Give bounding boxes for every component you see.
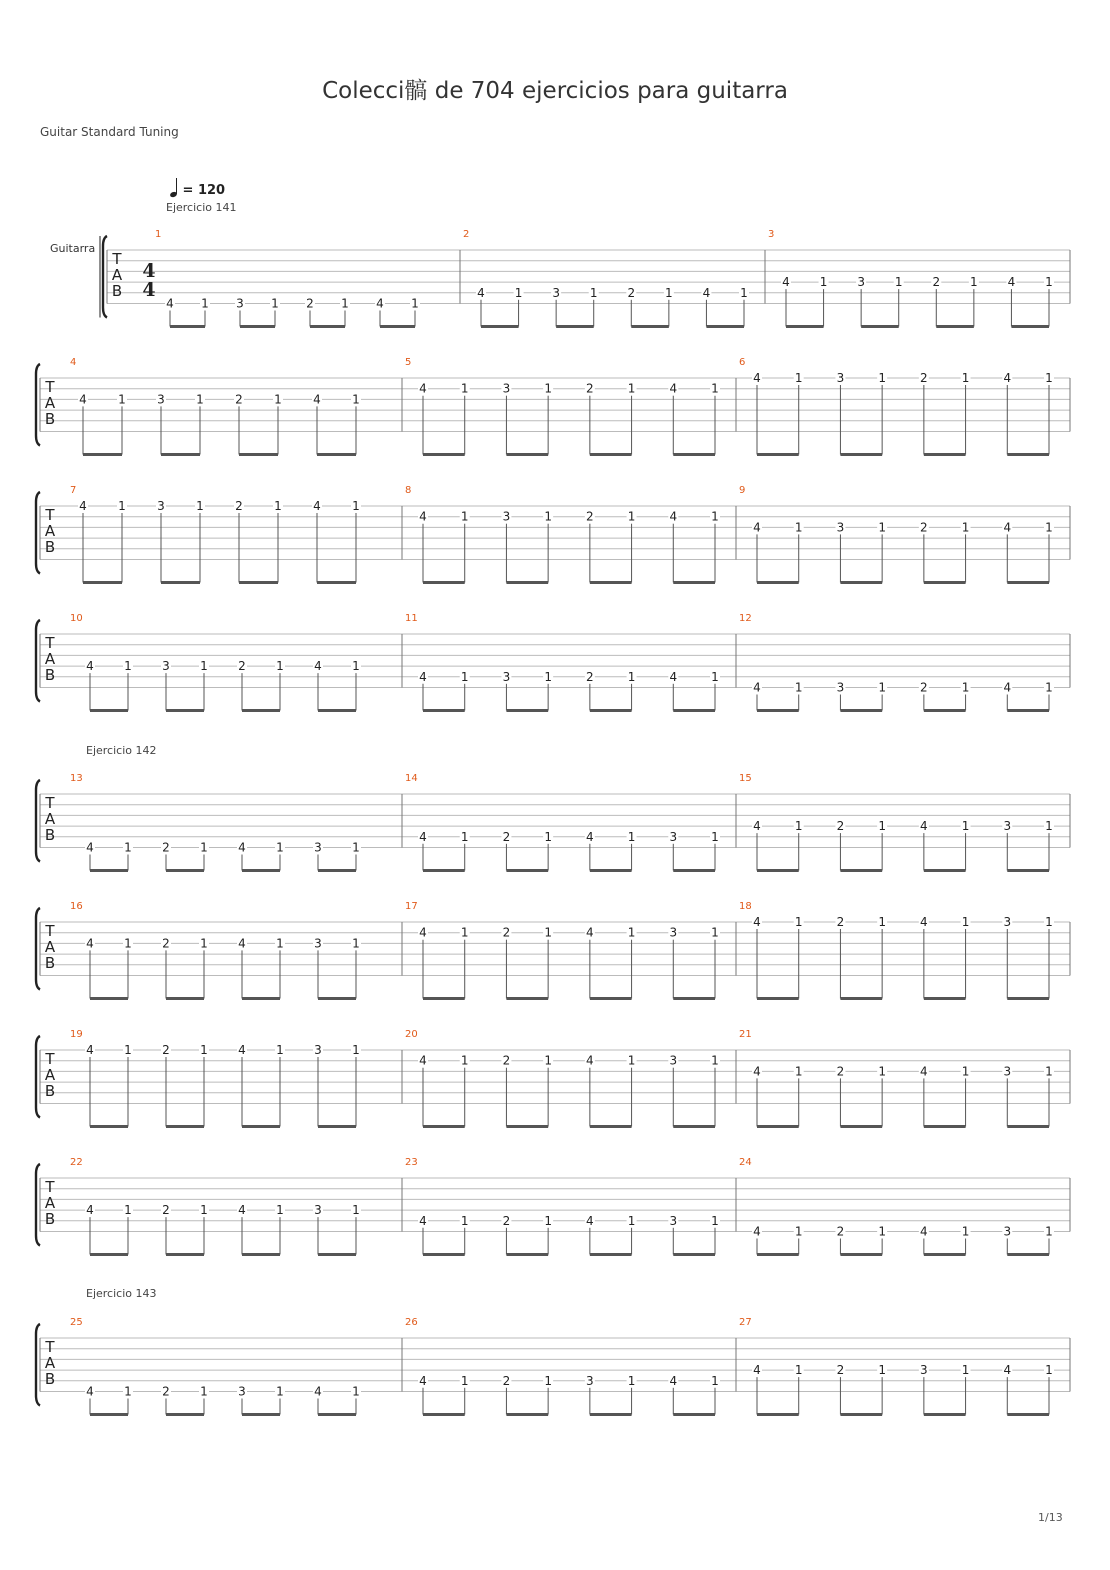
fret-number: 1	[961, 680, 970, 695]
fret-number: 4	[419, 1213, 427, 1228]
fret-number: 4	[753, 1224, 761, 1239]
fret-number: 1	[276, 1203, 284, 1218]
measure-number: 8	[405, 485, 412, 496]
staff-bracket	[36, 1164, 40, 1246]
fret-number: 1	[118, 499, 126, 513]
fret-number: 1	[200, 659, 208, 674]
fret-number: 1	[544, 509, 552, 524]
fret-number: 1	[276, 936, 284, 951]
staff-bracket	[36, 908, 40, 990]
fret-number: 2	[162, 936, 170, 951]
staff-system	[36, 492, 1070, 574]
section-label-142: Ejercicio 142	[86, 744, 157, 757]
fret-number: 1	[124, 1203, 132, 1218]
staff-system	[36, 1324, 1070, 1406]
fret-number: 1	[878, 1363, 886, 1378]
fret-number: 1	[352, 392, 360, 407]
fret-number: 1	[196, 392, 204, 407]
fret-number: 1	[460, 669, 469, 684]
fret-number: 1	[352, 936, 360, 951]
fret-number: 1	[352, 499, 360, 513]
fret-number: 4	[1003, 1363, 1012, 1378]
fret-number: 1	[894, 275, 903, 290]
fret-number: 1	[878, 371, 886, 385]
fret-number: 1	[341, 296, 349, 311]
fret-number: 4	[313, 499, 321, 513]
fret-number: 1	[961, 1224, 970, 1239]
fret-number: 4	[920, 1064, 928, 1079]
fret-number: 4	[753, 520, 761, 535]
tuning-label: Guitar Standard Tuning	[40, 125, 179, 139]
fret-number: 1	[124, 936, 132, 951]
staff-bracket	[36, 780, 40, 862]
fret-number: 1	[200, 840, 208, 855]
staff-system	[36, 1164, 1070, 1246]
section-label-141: Ejercicio 141	[166, 201, 237, 214]
fret-number: 1	[878, 1224, 886, 1239]
fret-number: 1	[1045, 1224, 1053, 1239]
fret-number: 4	[86, 1203, 94, 1218]
fret-number: 1	[627, 829, 636, 844]
fret-number: 1	[118, 392, 126, 407]
fret-number: 1	[1045, 1363, 1053, 1378]
tab-letter-b: B	[44, 666, 56, 684]
fret-number: 3	[314, 936, 322, 951]
fret-number: 3	[236, 296, 244, 311]
fret-number: 4	[782, 275, 790, 290]
fret-number: 1	[1045, 819, 1053, 834]
fret-number: 4	[586, 925, 594, 940]
staff-bracket	[103, 236, 107, 318]
tab-letter-t: T	[112, 250, 122, 268]
fret-number: 2	[586, 669, 594, 684]
tab-letter-b: B	[44, 1082, 56, 1100]
fret-number: 4	[753, 915, 761, 929]
tab-letter-b: B	[44, 538, 56, 556]
fret-number: 2	[235, 392, 243, 407]
fret-number: 1	[276, 840, 284, 855]
fret-number: 3	[669, 1213, 678, 1228]
fret-number: 4	[86, 1043, 94, 1057]
fret-number: 4	[1007, 275, 1016, 290]
fret-number: 4	[86, 936, 94, 951]
measure-number: 24	[739, 1157, 752, 1168]
fret-number: 1	[514, 285, 523, 300]
fret-number: 1	[627, 925, 636, 940]
measure-number: 7	[70, 485, 77, 496]
fret-number: 4	[166, 296, 174, 311]
tab-letter-b: B	[111, 282, 123, 300]
fret-number: 1	[124, 659, 132, 674]
fret-number: 3	[669, 1053, 678, 1068]
fret-number: 1	[589, 285, 598, 300]
fret-number: 1	[627, 509, 636, 524]
fret-number: 1	[627, 1213, 636, 1228]
fret-number: 3	[314, 840, 322, 855]
fret-number: 3	[836, 680, 845, 695]
fret-number: 1	[460, 1213, 469, 1228]
fret-number: 2	[306, 296, 314, 311]
fret-number: 4	[669, 381, 678, 396]
fret-number: 4	[238, 1043, 246, 1057]
tab-letter-a: A	[44, 938, 56, 956]
measure-number: 26	[405, 1317, 418, 1328]
fret-number: 1	[276, 1384, 284, 1399]
fret-number: 3	[1003, 819, 1012, 834]
fret-number: 2	[627, 285, 636, 300]
staff-bracket	[36, 1036, 40, 1118]
fret-number: 4	[753, 680, 761, 695]
fret-number: 2	[836, 1064, 845, 1079]
instrument-name: Guitarra	[50, 242, 96, 255]
tab-letter-a: A	[44, 1354, 56, 1372]
fret-number: 1	[794, 819, 803, 834]
staff-system	[100, 236, 1070, 318]
fret-number: 1	[544, 1213, 552, 1228]
fret-number: 1	[411, 296, 419, 311]
fret-number: 2	[920, 680, 928, 695]
measure-number: 17	[405, 901, 418, 912]
fret-number: 1	[352, 1203, 360, 1218]
fret-number: 2	[586, 381, 594, 396]
time-signature-top: 4	[142, 260, 156, 282]
fret-number: 1	[961, 371, 970, 385]
fret-number: 1	[196, 499, 204, 513]
fret-number: 3	[836, 371, 845, 385]
fret-number: 1	[460, 829, 469, 844]
fret-number: 1	[711, 1053, 719, 1068]
staff-bracket	[36, 620, 40, 702]
fret-number: 2	[162, 840, 170, 855]
measure-number: 18	[739, 901, 752, 912]
tab-letter-b: B	[44, 954, 56, 972]
measure-number: 20	[405, 1029, 418, 1040]
fret-number: 4	[753, 1363, 761, 1378]
fret-number: 1	[352, 1043, 360, 1057]
measure-number: 6	[739, 357, 746, 368]
fret-number: 3	[1003, 1224, 1012, 1239]
fret-number: 1	[794, 680, 803, 695]
fret-number: 1	[711, 829, 719, 844]
fret-number: 1	[544, 669, 552, 684]
fret-number: 1	[352, 840, 360, 855]
tab-letter-t: T	[45, 634, 55, 652]
fret-number: 4	[314, 1384, 322, 1399]
fret-number: 4	[313, 392, 321, 407]
fret-number: 4	[419, 669, 427, 684]
fret-number: 2	[162, 1384, 170, 1399]
measure-number: 10	[70, 613, 83, 624]
fret-number: 1	[961, 819, 970, 834]
fret-number: 3	[1003, 1064, 1012, 1079]
fret-number: 4	[238, 840, 246, 855]
fret-number: 1	[200, 1043, 208, 1057]
fret-number: 2	[920, 371, 928, 385]
fret-number: 1	[124, 1384, 132, 1399]
measure-number: 12	[739, 613, 752, 624]
fret-number: 4	[753, 819, 761, 834]
fret-number: 1	[200, 1384, 208, 1399]
fret-number: 1	[544, 381, 552, 396]
fret-number: 1	[1045, 371, 1053, 385]
fret-number: 4	[702, 285, 711, 300]
tab-letter-a: A	[111, 266, 123, 284]
fret-number: 3	[162, 659, 170, 674]
fret-number: 4	[920, 819, 928, 834]
fret-number: 1	[961, 1064, 970, 1079]
fret-number: 4	[586, 1053, 594, 1068]
tab-letter-a: A	[44, 394, 56, 412]
fret-number: 4	[669, 509, 678, 524]
tab-letter-b: B	[44, 410, 56, 428]
fret-number: 1	[711, 1373, 719, 1388]
fret-number: 1	[544, 829, 552, 844]
measure-number: 2	[463, 229, 470, 240]
fret-number: 1	[200, 936, 208, 951]
tab-letter-a: A	[44, 1194, 56, 1212]
fret-number: 1	[544, 1053, 552, 1068]
score-title: Colecci髇 de 704 ejercicios para guitarra	[322, 78, 788, 104]
tab-letter-t: T	[45, 378, 55, 396]
fret-number: 1	[1045, 1064, 1053, 1079]
fret-number: 3	[552, 285, 560, 300]
measure-number: 25	[70, 1317, 83, 1328]
fret-number: 1	[1045, 275, 1053, 290]
fret-number: 3	[157, 392, 165, 407]
fret-number: 1	[970, 275, 978, 290]
fret-number: 1	[711, 669, 719, 684]
fret-number: 2	[932, 275, 941, 290]
tab-letter-b: B	[44, 1370, 56, 1388]
measure-number: 21	[739, 1029, 752, 1040]
measure-number: 14	[405, 773, 418, 784]
time-signature-bottom: 4	[142, 279, 156, 301]
measure-number: 13	[70, 773, 83, 784]
fret-number: 1	[794, 371, 803, 385]
measure-number: 16	[70, 901, 83, 912]
fret-number: 1	[711, 381, 719, 396]
fret-number: 3	[502, 381, 511, 396]
fret-number: 1	[794, 520, 803, 535]
fret-number: 1	[276, 659, 284, 674]
fret-number: 4	[586, 1213, 594, 1228]
section-label-143: Ejercicio 143	[86, 1287, 157, 1300]
fret-number: 2	[162, 1203, 170, 1218]
fret-number: 1	[961, 1363, 970, 1378]
fret-number: 3	[1003, 915, 1012, 929]
staff-system	[36, 364, 1070, 446]
fret-number: 2	[836, 915, 845, 929]
tempo-value: = 120	[182, 183, 226, 198]
fret-number: 4	[669, 1373, 678, 1388]
fret-number: 1	[878, 520, 886, 535]
tab-letter-b: B	[44, 1210, 56, 1228]
fret-number: 2	[162, 1043, 170, 1057]
fret-number: 1	[878, 1064, 886, 1079]
fret-number: 4	[238, 1203, 246, 1218]
fret-number: 1	[794, 915, 803, 929]
fret-number: 4	[419, 509, 427, 524]
fret-number: 1	[200, 1203, 208, 1218]
fret-number: 1	[352, 1384, 360, 1399]
fret-number: 4	[419, 1053, 427, 1068]
fret-number: 1	[460, 925, 469, 940]
fret-number: 2	[502, 1373, 511, 1388]
measure-number: 19	[70, 1029, 83, 1040]
fret-number: 1	[544, 1373, 552, 1388]
fret-number: 3	[157, 499, 165, 513]
tab-letter-t: T	[45, 506, 55, 524]
fret-number: 1	[460, 1373, 469, 1388]
fret-number: 1	[665, 285, 673, 300]
fret-number: 2	[502, 1213, 511, 1228]
measure-number: 5	[405, 357, 412, 368]
staff-system	[36, 620, 1070, 702]
tab-letter-t: T	[45, 1050, 55, 1068]
tab-letter-a: A	[44, 522, 56, 540]
measure-number: 27	[739, 1317, 752, 1328]
fret-number: 1	[794, 1064, 803, 1079]
fret-number: 1	[124, 1043, 132, 1057]
measure-number: 3	[768, 229, 775, 240]
tab-letter-a: A	[44, 1066, 56, 1084]
fret-number: 2	[836, 1224, 845, 1239]
fret-number: 1	[1045, 520, 1053, 535]
fret-number: 2	[586, 509, 594, 524]
fret-number: 3	[857, 275, 865, 290]
fret-number: 1	[544, 925, 552, 940]
staff-system	[36, 780, 1070, 862]
fret-number: 2	[502, 829, 511, 844]
fret-number: 2	[836, 819, 845, 834]
fret-number: 1	[627, 669, 636, 684]
measure-number: 11	[405, 613, 418, 624]
fret-number: 4	[419, 1373, 427, 1388]
fret-number: 3	[669, 829, 678, 844]
fret-number: 4	[920, 1224, 928, 1239]
fret-number: 1	[627, 1053, 636, 1068]
fret-number: 3	[836, 520, 845, 535]
fret-number: 3	[314, 1043, 322, 1057]
fret-number: 1	[460, 509, 469, 524]
fret-number: 4	[753, 371, 761, 385]
fret-number: 4	[419, 829, 427, 844]
fret-number: 1	[878, 680, 886, 695]
fret-number: 1	[794, 1363, 803, 1378]
fret-number: 1	[819, 275, 828, 290]
fret-number: 4	[79, 392, 87, 407]
measure-number: 1	[155, 229, 162, 240]
tab-letter-t: T	[45, 1178, 55, 1196]
fret-number: 4	[1003, 520, 1012, 535]
fret-number: 2	[238, 659, 246, 674]
fret-number: 4	[419, 925, 427, 940]
tab-letter-t: T	[45, 794, 55, 812]
fret-number: 4	[79, 499, 87, 513]
staff-bracket	[36, 364, 40, 446]
fret-number: 4	[238, 936, 246, 951]
fret-number: 4	[1003, 680, 1012, 695]
tab-letter-t: T	[45, 1338, 55, 1356]
fret-number: 4	[477, 285, 485, 300]
fret-number: 3	[920, 1363, 928, 1378]
fret-number: 1	[740, 285, 748, 300]
fret-number: 2	[235, 499, 243, 513]
fret-number: 1	[711, 925, 719, 940]
tab-letter-a: A	[44, 650, 56, 668]
tab-letter-t: T	[45, 922, 55, 940]
fret-number: 1	[627, 1373, 636, 1388]
measure-number: 4	[70, 357, 77, 368]
fret-number: 1	[274, 499, 282, 513]
fret-number: 4	[920, 915, 928, 929]
fret-number: 1	[352, 659, 360, 674]
measure-number: 22	[70, 1157, 83, 1168]
fret-number: 1	[711, 1213, 719, 1228]
staff-system	[36, 908, 1070, 990]
fret-number: 1	[961, 520, 970, 535]
fret-number: 1	[201, 296, 209, 311]
fret-number: 4	[86, 659, 94, 674]
tab-letter-a: A	[44, 810, 56, 828]
fret-number: 2	[836, 1363, 845, 1378]
fret-number: 1	[961, 915, 970, 929]
fret-number: 4	[314, 659, 322, 674]
fret-number: 4	[86, 1384, 94, 1399]
fret-number: 4	[419, 381, 427, 396]
fret-number: 4	[1003, 371, 1012, 385]
fret-number: 1	[711, 509, 719, 524]
fret-number: 4	[669, 669, 678, 684]
fret-number: 1	[878, 819, 886, 834]
fret-number: 1	[794, 1224, 803, 1239]
measure-number: 15	[739, 773, 752, 784]
page-number: 1/13	[1038, 1511, 1063, 1524]
staff-system	[36, 1036, 1070, 1118]
fret-number: 1	[271, 296, 279, 311]
fret-number: 1	[460, 1053, 469, 1068]
fret-number: 2	[502, 925, 511, 940]
fret-number: 4	[753, 1064, 761, 1079]
staff-bracket	[36, 492, 40, 574]
fret-number: 3	[502, 669, 511, 684]
fret-number: 4	[376, 296, 384, 311]
tab-letter-b: B	[44, 826, 56, 844]
fret-number: 4	[86, 840, 94, 855]
fret-number: 1	[124, 840, 132, 855]
fret-number: 2	[502, 1053, 511, 1068]
fret-number: 1	[1045, 680, 1053, 695]
fret-number: 2	[920, 520, 928, 535]
fret-number: 1	[627, 381, 636, 396]
fret-number: 3	[238, 1384, 246, 1399]
measure-number: 23	[405, 1157, 418, 1168]
fret-number: 1	[274, 392, 282, 407]
fret-number: 1	[460, 381, 469, 396]
staff-bracket	[36, 1324, 40, 1406]
fret-number: 3	[502, 509, 511, 524]
fret-number: 4	[586, 829, 594, 844]
fret-number: 3	[314, 1203, 322, 1218]
measure-number: 9	[739, 485, 746, 496]
fret-number: 3	[586, 1373, 594, 1388]
fret-number: 1	[878, 915, 886, 929]
fret-number: 1	[276, 1043, 284, 1057]
fret-number: 3	[669, 925, 678, 940]
fret-number: 1	[1045, 915, 1053, 929]
